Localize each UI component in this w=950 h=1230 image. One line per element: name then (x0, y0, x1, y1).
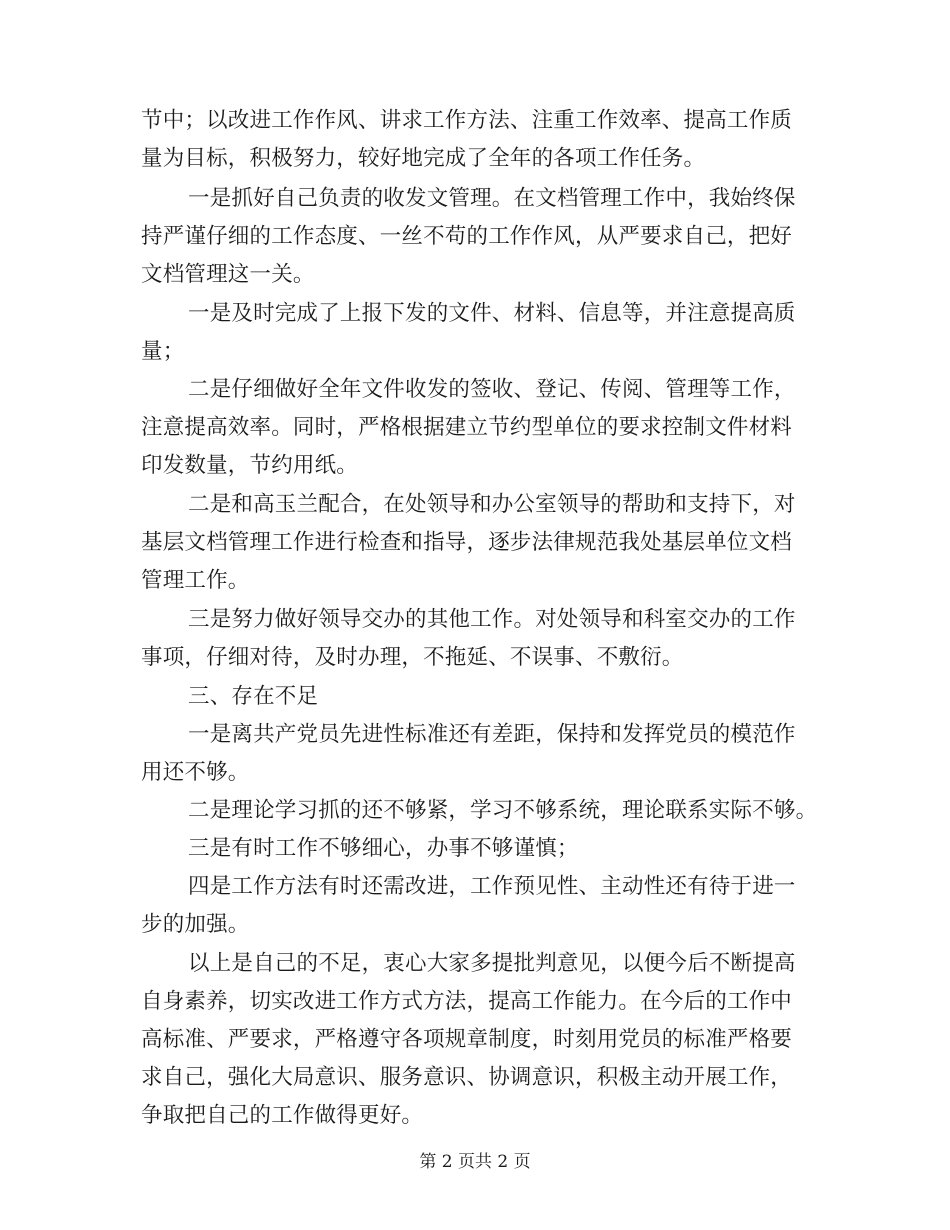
paragraph-start: 二是仔细做好全年文件收发的签收、登记、传阅、管理等工作， (188, 377, 796, 402)
text-line: 高标准、严要求，严格遵守各项规章制度，时刻用党员的标准严格要 (141, 1027, 793, 1052)
paragraph-start: 三是有时工作不够细心，办事不够谨慎； (188, 836, 579, 861)
text-line: 印发数量，节约用纸。 (141, 453, 359, 478)
text-line: 量为目标，积极努力，较好地完成了全年的各项工作任务。 (141, 146, 706, 171)
text-line: 管理工作。 (141, 568, 250, 593)
section-heading: 三、存在不足 (188, 684, 319, 709)
text-line: 事项，仔细对待，及时办理，不拖延、不误事、不敷衍。 (141, 645, 684, 670)
text-line: 注意提高效率。同时，严格根据建立节约型单位的要求控制文件材料 (141, 415, 793, 440)
text-line: 基层文档管理工作进行检查和指导，逐步法律规范我处基层单位文档 (141, 530, 793, 555)
paragraph-start: 二是理论学习抓的还不够紧，学习不够系统，理论联系实际不够。 (188, 798, 818, 823)
paragraph-start: 二是和高玉兰配合，在处领导和办公室领导的帮助和支持下，对 (188, 492, 796, 517)
text-line: 量； (141, 339, 185, 364)
text-line: 自身素养，切实改进工作方式方法，提高工作能力。在今后的工作中 (141, 989, 793, 1014)
paragraph-start: 一是抓好自己负责的收发文管理。在文档管理工作中，我始终保 (188, 186, 796, 211)
text-line: 步的加强。 (141, 912, 250, 937)
paragraph-start: 三是努力做好领导交办的其他工作。对处领导和科室交办的工作 (188, 607, 796, 632)
text-line: 持严谨仔细的工作态度、一丝不苟的工作作风，从严要求自己，把好 (141, 224, 793, 249)
text-line: 争取把自己的工作做得更好。 (141, 1103, 424, 1128)
paragraph-start: 一是及时完成了上报下发的文件、材料、信息等，并注意提高质 (188, 301, 796, 326)
text-line: 求自己，强化大局意识、服务意识、协调意识，积极主动开展工作， (141, 1065, 793, 1090)
paragraph-start: 以上是自己的不足，衷心大家多提批判意见，以便今后不断提高 (188, 951, 796, 976)
text-line: 节中；以改进工作作风、讲求工作方法、注重工作效率、提高工作质 (141, 108, 793, 133)
paragraph-start: 四是工作方法有时还需改进，工作预见性、主动性还有待于进一 (188, 874, 796, 899)
text-line: 文档管理这一关。 (141, 262, 315, 287)
paragraph-start: 一是离共产党员先进性标准还有差距，保持和发挥党员的模范作 (188, 722, 796, 747)
page-number-footer: 第 2 页共 2 页 (419, 1152, 531, 1172)
text-line: 用还不够。 (141, 760, 250, 785)
